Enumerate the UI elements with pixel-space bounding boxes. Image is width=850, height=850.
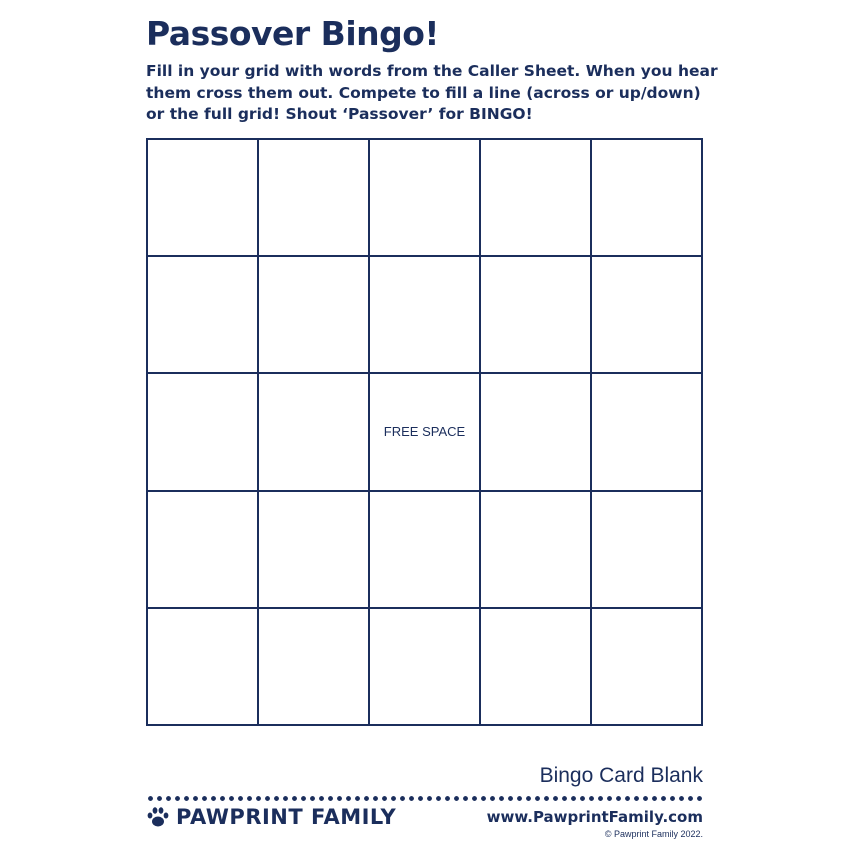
- copyright-text: © Pawprint Family 2022.: [604, 829, 703, 839]
- bingo-cell[interactable]: [481, 609, 592, 726]
- bingo-cell[interactable]: [259, 492, 370, 609]
- bingo-cell[interactable]: [148, 257, 259, 374]
- bingo-cell[interactable]: [592, 492, 703, 609]
- bingo-cell[interactable]: [370, 492, 481, 609]
- bingo-cell[interactable]: [370, 140, 481, 257]
- bingo-cell[interactable]: [148, 492, 259, 609]
- brand-name: PAWPRINT FAMILY: [176, 805, 397, 829]
- bingo-cell[interactable]: [259, 609, 370, 726]
- free-space-cell[interactable]: FREE SPACE: [370, 374, 481, 491]
- bingo-cell[interactable]: [592, 257, 703, 374]
- brand-logo: [146, 805, 396, 829]
- bingo-grid: [146, 138, 703, 726]
- bingo-cell[interactable]: [592, 374, 703, 491]
- bingo-cell[interactable]: [259, 374, 370, 491]
- bingo-cell[interactable]: [259, 140, 370, 257]
- bingo-cell[interactable]: [481, 492, 592, 609]
- dotted-divider: [146, 796, 703, 801]
- paw-icon: [146, 805, 170, 829]
- bingo-cell[interactable]: [148, 609, 259, 726]
- bingo-cell[interactable]: [481, 374, 592, 491]
- bingo-cell[interactable]: [481, 140, 592, 257]
- sheet-subtitle: Bingo Card Blank: [539, 764, 703, 787]
- bingo-cell[interactable]: [148, 374, 259, 491]
- bingo-cell[interactable]: [481, 257, 592, 374]
- bingo-cell[interactable]: [592, 140, 703, 257]
- page-title: Passover Bingo!: [146, 14, 439, 53]
- bingo-cell[interactable]: [370, 257, 481, 374]
- website-link[interactable]: www.PawprintFamily.com: [486, 808, 703, 826]
- instructions-text: Fill in your grid with words from the Caller Sheet. When you hear them cross them out. Compete to fill a line (across or up/down) or the full grid! Shout ‘Passover’ for BINGO!: [146, 62, 718, 123]
- bingo-cell[interactable]: [592, 609, 703, 726]
- bingo-cell[interactable]: [370, 609, 481, 726]
- bingo-cell[interactable]: [259, 257, 370, 374]
- bingo-cell[interactable]: [148, 140, 259, 257]
